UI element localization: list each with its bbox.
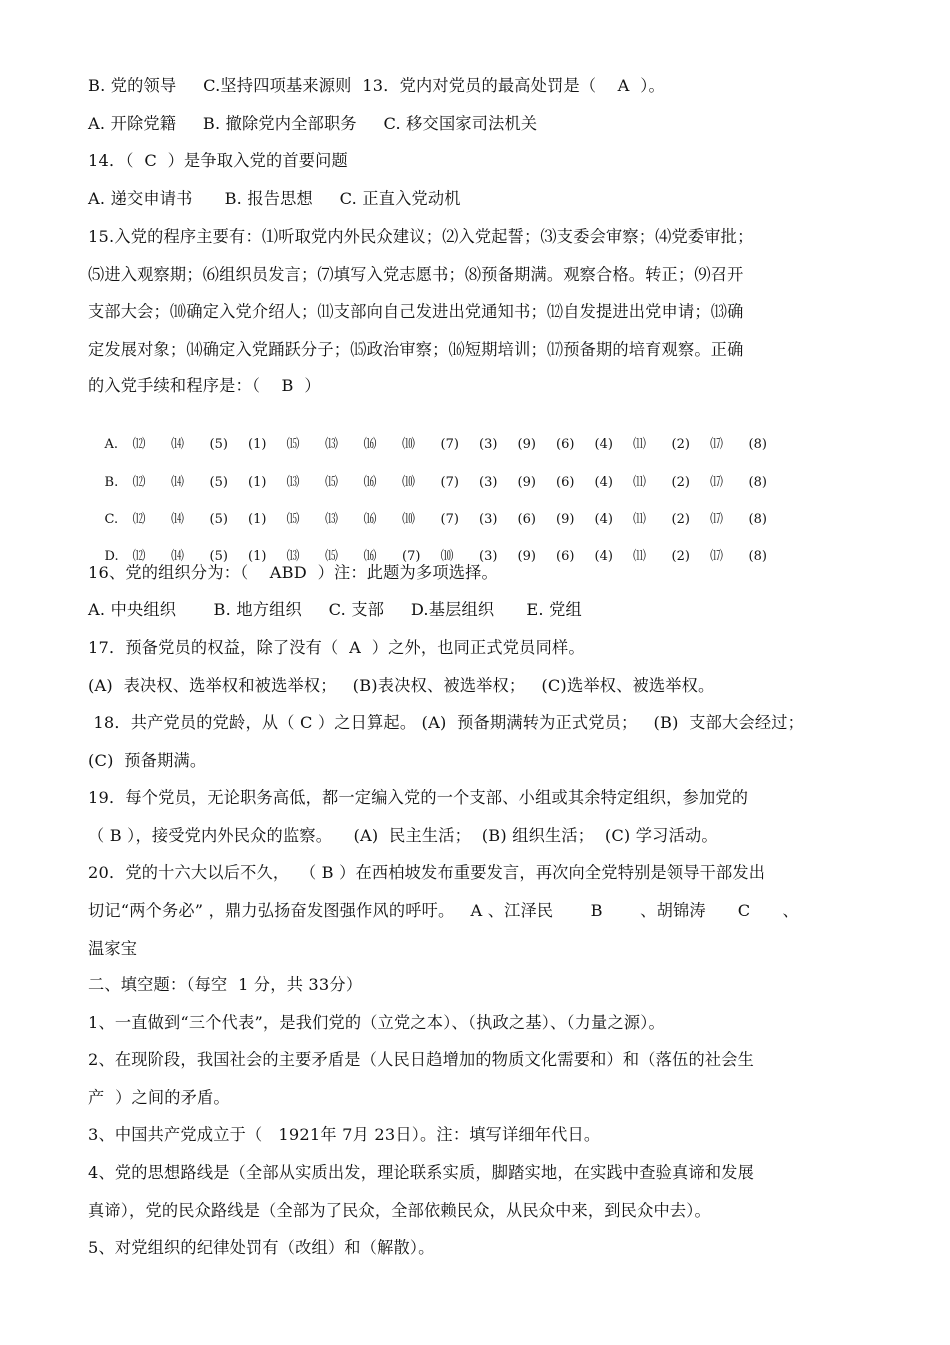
text-line: 温家宝 [88,939,138,958]
section-heading: 二、填空题：（每空 1 分，共 33分） [88,975,363,994]
text-line: 真谛），党的民众路线是（全部为了民众，全部依赖民众，从民众中来，到民众中去）。 [88,1201,711,1220]
text-line: 2、在现阶段，我国社会的主要矛盾是（人民日趋增加的物质文化需要和）和（落伍的社会生 [88,1050,754,1069]
option-label: D. [104,549,119,564]
text-line: A. 开除党籍 B. 撤除党内全部职务 C. 移交国家司法机关 [88,114,538,133]
text-line: 的入党手续和程序是：（ B ） [88,376,321,395]
option-row: D. ⑿ ⒁ (5) (1) ⒀ ⒂ ⒃ (7) ⑽ (3) (9) (6) (4) ⑾ (2) ⒄ (8) [88,527,787,587]
text-line: (C) 预备期满。 [88,751,207,770]
text-line: ⑸进入观察期；⑹组织员发言；⑺填写入党志愿书；⑻预备期满。观察合格。转正；⑼召开 [88,265,744,284]
text-line: 19．每个党员，无论职务高低，都一定编入党的一个支部、小组或其余特定组织，参加党的 [88,788,749,807]
option-row: C. ⑿ ⒁ (5) (1) ⒂ ⒀ ⒃ ⑽ (7) (3) (6) (9) (4) ⑾ (2) ⒄ (8) [88,490,787,550]
text-line: 14．（ C ）是争取入党的首要问题 [88,151,348,170]
text-line: 16、党的组织分为：（ ABD ）注：此题为多项选择。 [88,563,498,582]
option-label: A. [104,437,119,452]
text-line: 1、一直做到“三个代表”，是我们党的（立党之本）、（执政之基）、（力量之源）。 [88,1013,665,1032]
text-line: (A) 表决权、选举权和被选举权； (B)表决权、被选举权； (C)选举权、被选举权。 [88,676,715,695]
text-line: （ B ），接受党内外民众的监察。 (A) 民主生活； (B) 组织生活； (C) 学习活动。 [88,826,718,845]
text-line: 18．共产党员的党龄，从（ C ）之日算起。 (A) 预备期满转为正式党员； (B) 支部大会经过； [88,713,804,732]
text-line: A. 递交申请书 B. 报告思想 C. 正直入党动机 [88,189,461,208]
option-row: B. ⑿ ⒁ (5) (1) ⒀ ⒂ ⒃ ⑽ (7) (3) (9) (6) (4) ⑾ (2) ⒄ (8) [88,453,787,513]
text-line: 20．党的十六大以后不久， （ B ）在西柏坡发布重要发言，再次向全党特别是领导干部发出 [88,863,766,882]
text-line: 4、党的思想路线是（全部从实质出发，理论联系实质，脚踏实地，在实践中查验真谛和发展 [88,1163,754,1182]
text-line: A. 中央组织 B. 地方组织 C. 支部 D.基层组织 E. 党组 [88,600,582,619]
text-line: 定发展对象；⒁确定入党踊跃分子；⒂政治审察；⒃短期培训；⒄预备期的培育观察。正确 [88,340,744,359]
option-label: C. [104,512,119,527]
option-label: B. [104,475,119,490]
text-line: 3、中国共产党成立于（ 1921年 7月 23日）。注：填写详细年代日。 [88,1125,601,1144]
text-line: 切记“两个务必” ，鼎力弘扬奋发图强作风的呼吁。 A 、江泽民 B 、胡锦涛 C 、 [88,901,799,920]
text-line: 支部大会；⑽确定入党介绍人；⑾支部向自己发进出党通知书；⑿自发提进出党申请；⒀确 [88,302,744,321]
text-line: 5、对党组织的纪律处罚有（改组）和（解散）。 [88,1238,435,1257]
text-line: B. 党的领导 C.坚持四项基来源则 13．党内对党员的最高处罚是（ A ）。 [88,76,665,95]
text-line: 产 ）之间的矛盾。 [88,1088,230,1107]
option-row: A. ⑿ ⒁ (5) (1) ⒂ ⒀ ⒃ ⑽ (7) (3) (9) (6) (4) ⑾ (2) ⒄ (8) [88,415,787,475]
text-line: 15.入党的程序主要有：⑴听取党内外民众建议；⑵入党起誓；⑶支委会审察；⑷党委审批； [88,227,754,246]
text-line: 17．预备党员的权益，除了没有（ A ）之外，也同正式党员同样。 [88,638,585,657]
